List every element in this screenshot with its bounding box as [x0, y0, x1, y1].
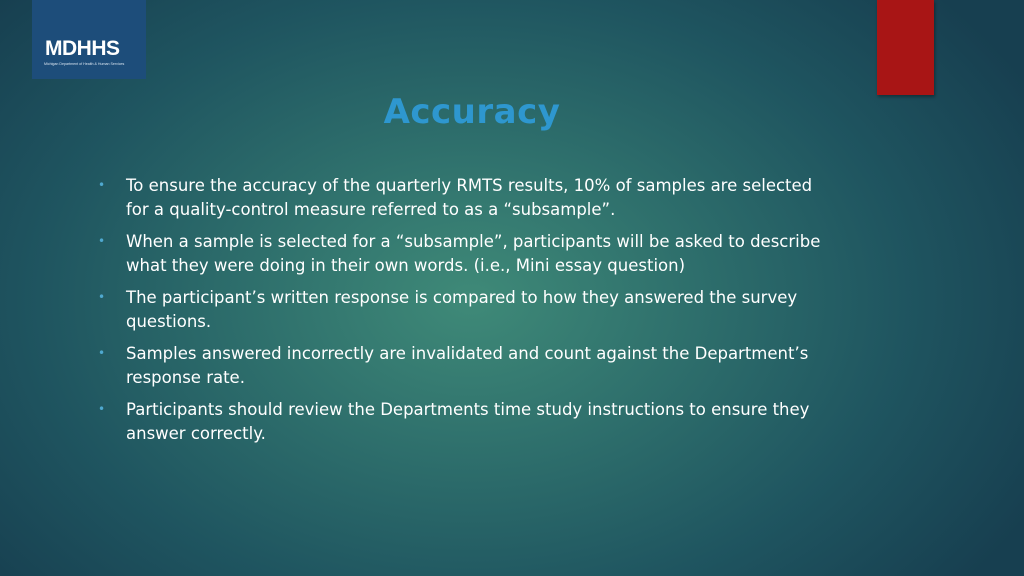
- bullet-icon: •: [98, 290, 106, 304]
- bullet-item: [98, 398, 838, 445]
- bullet-item: [98, 174, 838, 221]
- bullet-text: Participants should review the Departments time study instructions to ensure they answer correctly.: [126, 400, 810, 443]
- bullet-item: [98, 286, 838, 333]
- bullet-text: When a sample is selected for a “subsample”, participants will be asked to describe what they were doing in their own words. (i.e., Mini essay question): [126, 232, 821, 275]
- bullet-item: [98, 230, 838, 277]
- bullet-list: [98, 174, 838, 454]
- bullet-icon: •: [98, 402, 106, 416]
- bullet-icon: •: [98, 346, 106, 360]
- mdhhs-logo: [32, 0, 146, 79]
- bullet-item: [98, 342, 838, 389]
- bullet-text: To ensure the accuracy of the quarterly RMTS results, 10% of samples are selected for a quality-control measure referred to as a “subsample”.: [126, 176, 813, 219]
- bullet-text: Samples answered incorrectly are invalidated and count against the Department’s response rate.: [126, 344, 809, 387]
- bullet-icon: •: [98, 178, 106, 192]
- slide-title: Accuracy: [383, 92, 561, 132]
- bullet-text: The participant’s written response is compared to how they answered the survey questions.: [126, 288, 798, 331]
- logo-text: MDHHS: [45, 37, 120, 60]
- bullet-icon: •: [98, 234, 106, 248]
- logo-subtitle: Michigan Department of Health & Human Services: [44, 62, 125, 66]
- red-accent-bar: [877, 0, 934, 95]
